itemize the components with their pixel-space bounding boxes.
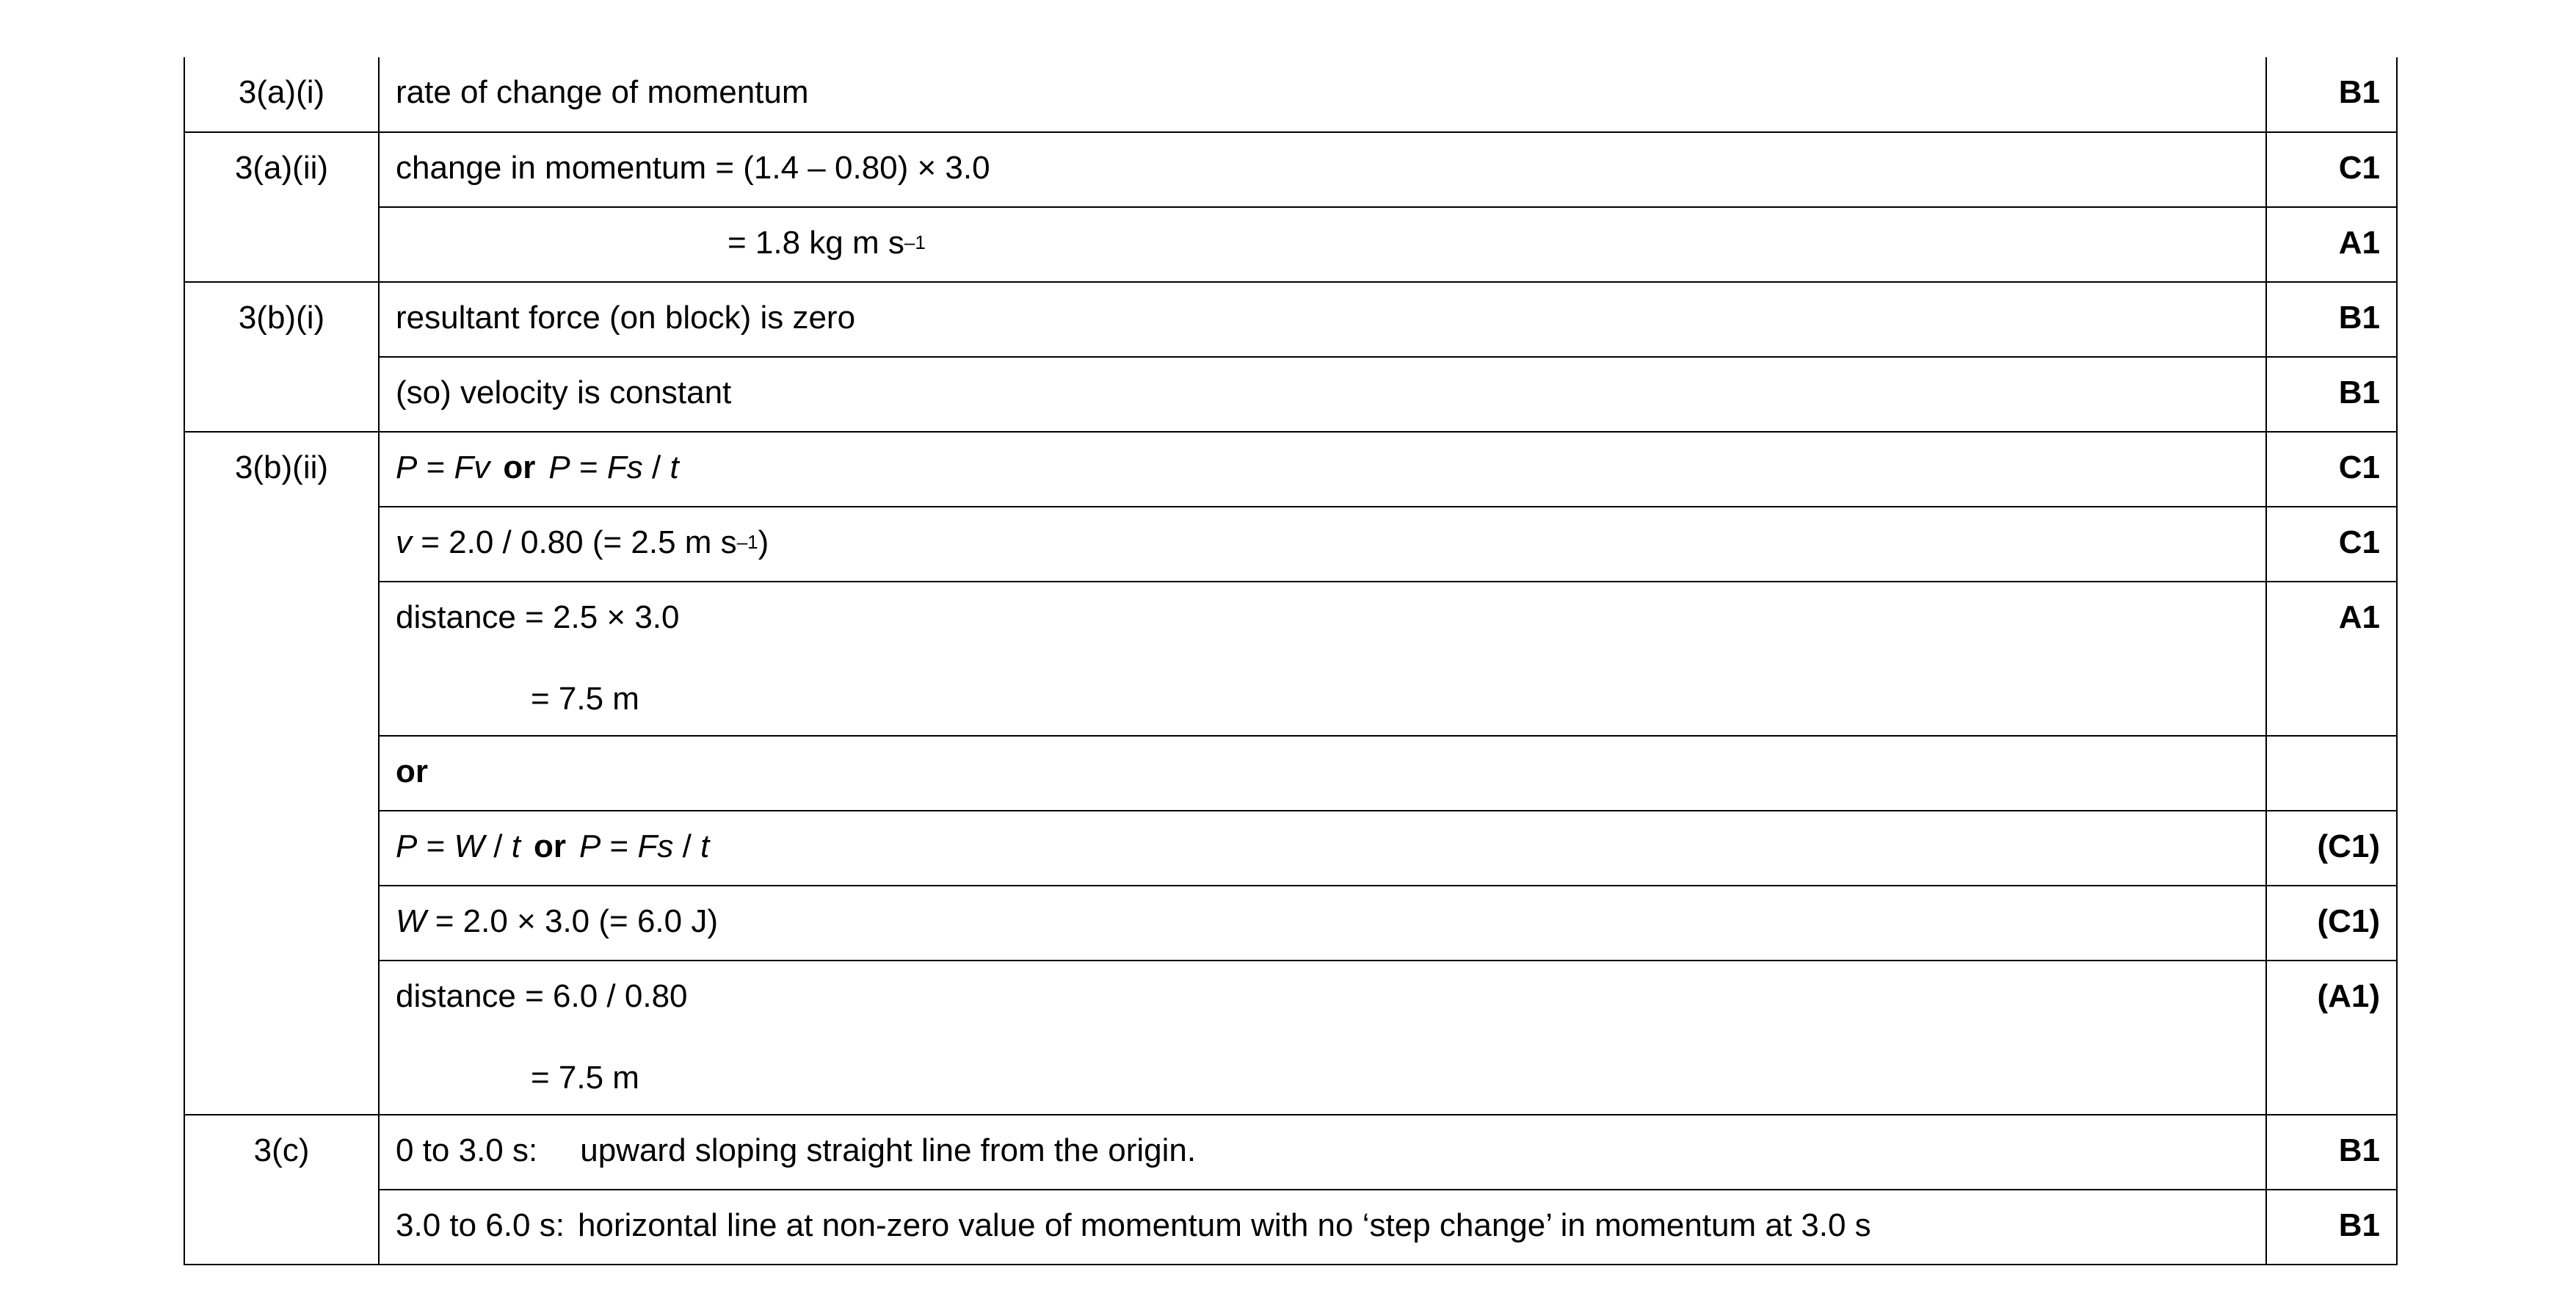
- mark-code: A1: [2266, 207, 2397, 282]
- mark-code: B1: [2266, 1190, 2397, 1265]
- answer-cell: [379, 507, 2266, 582]
- symbol-p: P: [548, 449, 570, 485]
- slash: /: [642, 449, 670, 485]
- answer-text: = 1.8 kg m s: [728, 225, 904, 261]
- table-row: [184, 886, 2397, 961]
- question-number: 3(b)(i): [184, 282, 379, 432]
- mark-code: [2266, 736, 2397, 811]
- or-word: or: [503, 449, 536, 485]
- mark-code: (C1): [2266, 886, 2397, 961]
- symbol-t: t: [700, 828, 710, 864]
- symbol-p: P: [396, 828, 418, 864]
- answer-text: = 2.0 × 3.0 (= 6.0 J): [426, 903, 718, 939]
- question-number: 3(c): [184, 1115, 379, 1265]
- mark-code: C1: [2266, 132, 2397, 207]
- answer-cell: [379, 432, 2266, 507]
- answer-cell: [379, 811, 2266, 886]
- symbol-t: t: [511, 828, 520, 864]
- time-range-label: 0 to 3.0 s:: [396, 1132, 538, 1168]
- table-row: [184, 736, 2397, 811]
- answer-cell: [379, 1190, 2266, 1265]
- answer-cell: [379, 1115, 2266, 1190]
- answer-text: = 7.5 m: [531, 1060, 639, 1096]
- table-row: [184, 811, 2397, 886]
- mark-code: C1: [2266, 507, 2397, 582]
- table-row: [184, 1115, 2397, 1190]
- mark-code: B1: [2266, 57, 2397, 132]
- mark-scheme-table: [184, 57, 2398, 1265]
- symbol-w: W: [396, 903, 427, 939]
- table-row: [184, 961, 2397, 1115]
- symbol-p: P: [578, 828, 601, 864]
- answer-cell: [379, 961, 2266, 1115]
- time-range-label: 3.0 to 6.0 s:: [396, 1207, 565, 1243]
- answer-text: change in momentum = (1.4 – 0.80) × 3.0: [379, 132, 2266, 207]
- table-row: [184, 357, 2397, 432]
- symbol-v: v: [396, 524, 412, 560]
- mark-code: (A1): [2266, 961, 2397, 1115]
- symbol-fs: Fs: [606, 449, 643, 485]
- or-word: or: [533, 828, 566, 864]
- answer-text: ): [758, 524, 769, 560]
- symbol-t: t: [670, 449, 679, 485]
- equals: =: [601, 828, 638, 864]
- table-row: [184, 207, 2397, 282]
- equals: =: [570, 449, 607, 485]
- answer-cell: [379, 207, 2266, 282]
- question-number: 3(a)(ii): [184, 132, 379, 282]
- answer-text: horizontal line at non-zero value of momentum with no ‘step change’ in momentum at 3.0 s: [577, 1207, 1871, 1243]
- mark-code: A1: [2266, 582, 2397, 736]
- slash: /: [485, 828, 512, 864]
- table-row: [184, 582, 2397, 736]
- answer-text: distance = 6.0 / 0.80: [396, 978, 688, 1014]
- mark-code: C1: [2266, 432, 2397, 507]
- table-row: [184, 57, 2397, 132]
- table-row: [184, 1190, 2397, 1265]
- table-row: [184, 132, 2397, 207]
- question-number: 3(b)(ii): [184, 432, 379, 1115]
- mark-code: B1: [2266, 282, 2397, 357]
- symbol-fs: Fs: [637, 828, 674, 864]
- alternative-label: or: [379, 736, 2266, 811]
- answer-text: rate of change of momentum: [379, 57, 2266, 132]
- answer-text: resultant force (on block) is zero: [379, 282, 2266, 357]
- question-number: 3(a)(i): [184, 57, 379, 132]
- table-row: [184, 507, 2397, 582]
- answer-cell: [379, 886, 2266, 961]
- equals: =: [417, 828, 454, 864]
- mark-code: (C1): [2266, 811, 2397, 886]
- mark-code: B1: [2266, 357, 2397, 432]
- equals: =: [417, 449, 454, 485]
- table-row: [184, 432, 2397, 507]
- slash: /: [673, 828, 701, 864]
- answer-text: = 7.5 m: [531, 681, 639, 717]
- mark-code: B1: [2266, 1115, 2397, 1190]
- answer-text: (so) velocity is constant: [379, 357, 2266, 432]
- answer-cell: [379, 582, 2266, 736]
- symbol-fv: Fv: [454, 449, 490, 485]
- symbol-p: P: [396, 449, 418, 485]
- answer-text: upward sloping straight line from the origin.: [580, 1132, 1197, 1168]
- answer-text: distance = 2.5 × 3.0: [396, 599, 680, 635]
- symbol-w: W: [454, 828, 485, 864]
- table-row: [184, 282, 2397, 357]
- answer-text: = 2.0 / 0.80 (= 2.5 m s: [412, 524, 737, 560]
- unit-exponent: –1: [904, 231, 926, 253]
- unit-exponent: –1: [736, 531, 758, 553]
